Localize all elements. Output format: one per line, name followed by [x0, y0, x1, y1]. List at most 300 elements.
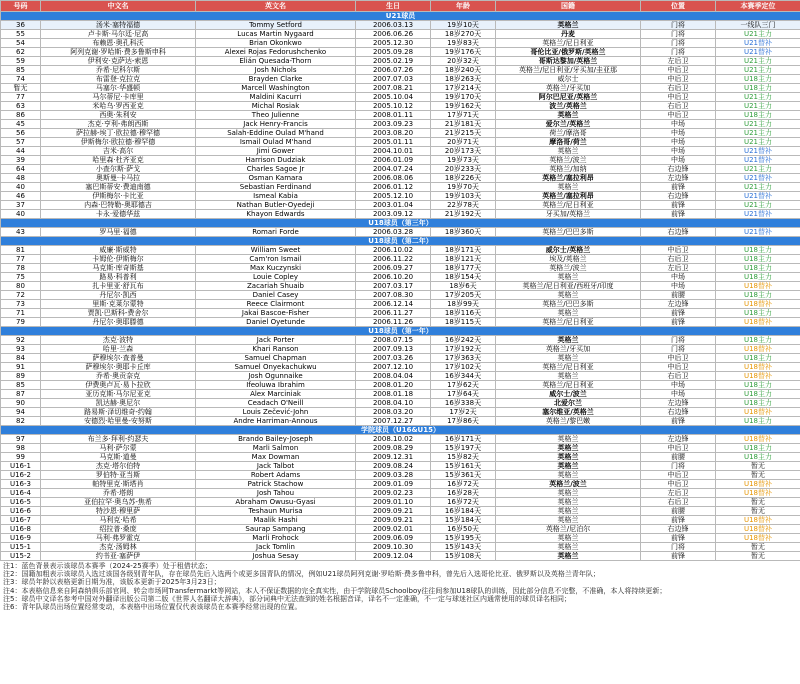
- player-position: 中后卫: [641, 93, 716, 102]
- player-age: 18岁226天: [431, 174, 496, 183]
- player-season-role: 暂无: [716, 462, 800, 471]
- player-season-role: U21主力: [716, 165, 800, 174]
- player-season-role: U18主力: [716, 444, 800, 453]
- table-row: [1, 552, 800, 561]
- player-nationality: 英格兰/尼日利亚: [496, 318, 641, 327]
- player-birthday: 2005.10.12: [356, 102, 431, 111]
- table-row: [1, 165, 800, 174]
- player-english-name: Nathan Butler-Oyedeji: [196, 201, 356, 210]
- player-position: 前锋: [641, 552, 716, 561]
- player-english-name: Brando Bailey-Joseph: [196, 435, 356, 444]
- player-position: 右边锋: [641, 165, 716, 174]
- player-number: U16-2: [1, 471, 41, 480]
- player-english-name: Saurap Sampang: [196, 525, 356, 534]
- player-position: 中场: [641, 282, 716, 291]
- player-season-role: U21主力: [716, 201, 800, 210]
- player-chinese-name: 米哈乌·罗西亚克: [41, 102, 196, 111]
- player-number: 94: [1, 408, 41, 417]
- player-chinese-name: 里斯·克莱尔蒙特: [41, 300, 196, 309]
- player-position: 门将: [641, 21, 716, 30]
- player-birthday: 2007.03.26: [356, 354, 431, 363]
- player-birthday: 2005.12.30: [356, 39, 431, 48]
- table-row: [1, 48, 800, 57]
- player-birthday: 2009.09.21: [356, 507, 431, 516]
- player-english-name: Marcell Washington: [196, 84, 356, 93]
- table-row: [1, 111, 800, 120]
- player-english-name: Brayden Clarke: [196, 75, 356, 84]
- player-birthday: 2008.01.20: [356, 381, 431, 390]
- player-nationality: 英格兰: [496, 336, 641, 345]
- footnote-line: 注3：球员年龄以表格更新日期为准，该版本更新于2025年3月23日；: [3, 578, 221, 587]
- player-season-role: U18主力: [716, 255, 800, 264]
- player-birthday: 2006.07.26: [356, 66, 431, 75]
- player-birthday: 2006.06.26: [356, 30, 431, 39]
- player-age: 15岁184天: [431, 516, 496, 525]
- player-english-name: Jakai Bascoe-Fisher: [196, 309, 356, 318]
- player-birthday: 2006.12.14: [356, 300, 431, 309]
- player-number: 73: [1, 300, 41, 309]
- section-title: U18球员（第二年）: [1, 237, 800, 246]
- player-nationality: 英格兰/尼日利亚: [496, 363, 641, 372]
- player-nationality: 英格兰: [496, 21, 641, 30]
- player-season-role: U21主力: [716, 183, 800, 192]
- player-birthday: 2007.12.27: [356, 417, 431, 426]
- player-number: 80: [1, 282, 41, 291]
- player-age: 19岁176天: [431, 48, 496, 57]
- player-nationality: 塞尔维亚/英格兰: [496, 408, 641, 417]
- player-birthday: 2007.08.21: [356, 84, 431, 93]
- player-chinese-name: 路易·科普利: [41, 273, 196, 282]
- player-position: 前腰: [641, 291, 716, 300]
- player-birthday: 2009.10.30: [356, 543, 431, 552]
- player-age: 17岁86天: [431, 417, 496, 426]
- player-number: 56: [1, 129, 41, 138]
- player-english-name: Josh Tahou: [196, 489, 356, 498]
- player-birthday: 2009.06.09: [356, 534, 431, 543]
- player-english-name: William Sweet: [196, 246, 356, 255]
- player-season-role: U18替补: [716, 435, 800, 444]
- player-position: 右后卫: [641, 84, 716, 93]
- player-age: 18岁240天: [431, 66, 496, 75]
- player-season-role: U18主力: [716, 390, 800, 399]
- footnote-line: 注4：本表格信息来自阿森纳俱乐部官网、转会市场网Transfermarkt等网站，本人不保证数据的完全真实性，由于学院球员Schoolboy往往间参加U18球队的训练，因此部分信息不完整，不准确，本人将持续更新；: [3, 586, 667, 595]
- player-number: 84: [1, 354, 41, 363]
- table-row: [1, 453, 800, 462]
- player-birthday: 2006.01.12: [356, 183, 431, 192]
- table-row: [1, 264, 800, 273]
- player-position: 右边锋: [641, 192, 716, 201]
- player-nationality: 英格兰/尼日利亚: [496, 381, 641, 390]
- player-nationality: 英格兰/尼日利亚/牙买加/圭亚那: [496, 66, 641, 75]
- player-number: 98: [1, 444, 41, 453]
- player-chinese-name: 罗伯特·亚当斯: [41, 471, 196, 480]
- player-age: 17岁62天: [431, 381, 496, 390]
- player-birthday: 2008.07.15: [356, 336, 431, 345]
- player-english-name: Romari Forde: [196, 228, 356, 237]
- player-number: 91: [1, 363, 41, 372]
- table-row: [1, 156, 800, 165]
- player-nationality: 英格兰: [496, 534, 641, 543]
- player-english-name: Ismeal Kabia: [196, 192, 356, 201]
- player-nationality: 英格兰/加纳: [496, 165, 641, 174]
- player-age: 17岁102天: [431, 363, 496, 372]
- player-birthday: 2006.11.22: [356, 255, 431, 264]
- player-age: 18岁116天: [431, 309, 496, 318]
- player-birthday: 2006.10.02: [356, 246, 431, 255]
- player-number: 99: [1, 453, 41, 462]
- player-season-role: U21替补: [716, 156, 800, 165]
- player-nationality: 英格兰: [496, 498, 641, 507]
- table-row: [1, 201, 800, 210]
- player-birthday: 2009.02.01: [356, 525, 431, 534]
- player-number: 40: [1, 183, 41, 192]
- player-nationality: 英格兰: [496, 489, 641, 498]
- player-chinese-name: 亚历克斯·马尔尼亚克: [41, 390, 196, 399]
- table-row: [1, 498, 800, 507]
- player-season-role: U21替补: [716, 192, 800, 201]
- player-number: U16-5: [1, 498, 41, 507]
- player-number: 37: [1, 201, 41, 210]
- player-chinese-name: 马利·弗罗霍克: [41, 534, 196, 543]
- player-season-role: U18主力: [716, 273, 800, 282]
- player-birthday: 2006.09.27: [356, 264, 431, 273]
- player-english-name: Daniel Casey: [196, 291, 356, 300]
- player-english-name: Max Dowman: [196, 453, 356, 462]
- player-birthday: 2008.04.10: [356, 399, 431, 408]
- player-nationality: 阿尔巴尼亚/英格兰: [496, 93, 641, 102]
- player-season-role: U18替补: [716, 516, 800, 525]
- player-number: 81: [1, 246, 41, 255]
- player-chinese-name: 马利·萨尔蒙: [41, 444, 196, 453]
- player-position: 中后卫: [641, 444, 716, 453]
- player-season-role: U21主力: [716, 30, 800, 39]
- player-birthday: 2009.03.28: [356, 471, 431, 480]
- player-season-role: 暂无: [716, 507, 800, 516]
- player-chinese-name: 扎卡里亚·舒瓦布: [41, 282, 196, 291]
- player-nationality: 英格兰/尼日利亚: [496, 39, 641, 48]
- player-number: 62: [1, 48, 41, 57]
- player-number: U16-4: [1, 489, 41, 498]
- table-row: [1, 309, 800, 318]
- header-season-role: 本赛季定位: [716, 1, 800, 12]
- player-age: 19岁70天: [431, 183, 496, 192]
- footnotes: [0, 561, 800, 611]
- player-nationality: 英格兰: [496, 309, 641, 318]
- player-chinese-name: 凯达赫·奥尼尔: [41, 399, 196, 408]
- table-row: [1, 471, 800, 480]
- player-season-role: U21主力: [716, 102, 800, 111]
- player-age: 17岁192天: [431, 345, 496, 354]
- player-nationality: 威尔士: [496, 75, 641, 84]
- player-chinese-name: 小查尔斯·萨戈: [41, 165, 196, 174]
- player-position: 前锋: [641, 417, 716, 426]
- player-english-name: Lucas Martin Nygaard: [196, 30, 356, 39]
- player-english-name: Jimi Gower: [196, 147, 356, 156]
- player-season-role: U18主力: [716, 84, 800, 93]
- player-age: 16岁72天: [431, 480, 496, 489]
- player-birthday: 2008.04.04: [356, 372, 431, 381]
- player-position: 中后卫: [641, 471, 716, 480]
- player-nationality: 丹麦: [496, 30, 641, 39]
- player-season-role: U18替补: [716, 489, 800, 498]
- player-number: 45: [1, 120, 41, 129]
- player-english-name: Ismail Oulad M'hand: [196, 138, 356, 147]
- player-position: 前锋: [641, 318, 716, 327]
- player-birthday: 2009.01.10: [356, 498, 431, 507]
- player-nationality: 威尔士/波兰: [496, 390, 641, 399]
- player-position: 左后卫: [641, 264, 716, 273]
- player-age: 15岁197天: [431, 444, 496, 453]
- player-position: 右边锋: [641, 228, 716, 237]
- player-number: 39: [1, 156, 41, 165]
- player-number: 46: [1, 192, 41, 201]
- table-row: [1, 444, 800, 453]
- player-birthday: 2003.08.20: [356, 129, 431, 138]
- player-season-role: 一线队三门: [716, 21, 800, 30]
- player-season-role: U18主力: [716, 75, 800, 84]
- player-season-role: U21替补: [716, 228, 800, 237]
- header-number: 号码: [1, 1, 41, 12]
- table-row: [1, 516, 800, 525]
- table-row: [1, 291, 800, 300]
- player-number: 57: [1, 138, 41, 147]
- table-row: [1, 273, 800, 282]
- player-nationality: 英格兰: [496, 354, 641, 363]
- player-english-name: Abraham Owusu-Gyasi: [196, 498, 356, 507]
- table-row: [1, 246, 800, 255]
- player-birthday: 2006.08.06: [356, 174, 431, 183]
- player-position: 门将: [641, 543, 716, 552]
- player-english-name: Robert Adams: [196, 471, 356, 480]
- player-age: 21岁181天: [431, 120, 496, 129]
- player-position: 中后卫: [641, 363, 716, 372]
- player-english-name: Reece Clairmont: [196, 300, 356, 309]
- header-age: 年龄: [431, 1, 496, 12]
- player-birthday: 2009.08.29: [356, 444, 431, 453]
- player-position: 中场: [641, 120, 716, 129]
- table-row: [1, 318, 800, 327]
- player-chinese-name: 马利克·哈希: [41, 516, 196, 525]
- table-row: [1, 138, 800, 147]
- table-row: [1, 408, 800, 417]
- player-season-role: U18替补: [716, 372, 800, 381]
- player-number: 59: [1, 57, 41, 66]
- player-chinese-name: 马克斯·道曼: [41, 453, 196, 462]
- player-birthday: 2006.03.28: [356, 228, 431, 237]
- table-row: [1, 336, 800, 345]
- player-chinese-name: 卢卡斯·马尔廷·尼高: [41, 30, 196, 39]
- player-season-role: U21主力: [716, 138, 800, 147]
- player-season-role: U18主力: [716, 291, 800, 300]
- player-birthday: 2006.03.13: [356, 21, 431, 30]
- player-number: 85: [1, 381, 41, 390]
- player-age: 16岁28天: [431, 489, 496, 498]
- player-chinese-name: 杰克·波特: [41, 336, 196, 345]
- player-age: 15岁361天: [431, 471, 496, 480]
- player-age: 16岁50天: [431, 525, 496, 534]
- footnote-line: 注6：青年队球员出场位置经常变动，本表格中出场位置仅代表该球员在本赛季经常出现的位置。: [3, 603, 302, 612]
- player-english-name: Josh Nichols: [196, 66, 356, 75]
- player-nationality: 英格兰: [496, 471, 641, 480]
- player-birthday: 2006.10.20: [356, 273, 431, 282]
- player-age: 15岁195天: [431, 534, 496, 543]
- player-season-role: 暂无: [716, 543, 800, 552]
- player-english-name: Khayon Edwards: [196, 210, 356, 219]
- player-position: 中场: [641, 129, 716, 138]
- player-english-name: Cam'ron Ismail: [196, 255, 356, 264]
- player-chinese-name: 杰克·亨利-弗朗西斯: [41, 120, 196, 129]
- player-age: 15岁108天: [431, 552, 496, 561]
- player-age: 20岁32天: [431, 57, 496, 66]
- section-title: U21球员: [1, 12, 800, 21]
- player-chinese-name: 汤米·塞特福德: [41, 21, 196, 30]
- player-birthday: 2005.01.11: [356, 138, 431, 147]
- player-number: U16-1: [1, 462, 41, 471]
- section-title: U18球员（第一年）: [1, 327, 800, 336]
- section-header-row: [1, 12, 800, 21]
- player-season-role: U21替补: [716, 147, 800, 156]
- player-chinese-name: 马塞尔·华盛顿: [41, 84, 196, 93]
- player-age: 17岁363天: [431, 354, 496, 363]
- player-english-name: Louie Copley: [196, 273, 356, 282]
- player-birthday: 2003.01.04: [356, 201, 431, 210]
- player-position: 右边锋: [641, 408, 716, 417]
- table-row: [1, 102, 800, 111]
- player-nationality: 英格兰/尼泊尔: [496, 525, 641, 534]
- player-position: 中场: [641, 147, 716, 156]
- player-position: 门将: [641, 39, 716, 48]
- table-row: [1, 93, 800, 102]
- player-season-role: 暂无: [716, 498, 800, 507]
- player-age: 18岁177天: [431, 264, 496, 273]
- player-position: 左后卫: [641, 57, 716, 66]
- player-nationality: 英格兰: [496, 372, 641, 381]
- player-nationality: 英格兰/黎巴嫩: [496, 417, 641, 426]
- player-age: 21岁192天: [431, 210, 496, 219]
- player-age: 21岁215天: [431, 129, 496, 138]
- player-age: 16岁72天: [431, 498, 496, 507]
- player-english-name: Osman Kamara: [196, 174, 356, 183]
- player-chinese-name: 杰克·塔尔伯特: [41, 462, 196, 471]
- player-age: 18岁121天: [431, 255, 496, 264]
- player-number: U16-6: [1, 507, 41, 516]
- player-nationality: 英格兰: [496, 183, 641, 192]
- player-chinese-name: 卡姆伦·伊斯梅尔: [41, 255, 196, 264]
- player-birthday: 2007.09.13: [356, 345, 431, 354]
- player-nationality: 英格兰/塞拉利昂: [496, 174, 641, 183]
- player-season-role: U18主力: [716, 354, 800, 363]
- table-row: [1, 30, 800, 39]
- player-english-name: Andre Harriman-Annous: [196, 417, 356, 426]
- player-birthday: 2007.03.17: [356, 282, 431, 291]
- player-birthday: 2007.08.30: [356, 291, 431, 300]
- player-birthday: 2003.09.12: [356, 210, 431, 219]
- player-chinese-name: 伊斯梅尔·欧拉德·穆罕德: [41, 138, 196, 147]
- player-nationality: 英格兰: [496, 291, 641, 300]
- player-age: 16岁242天: [431, 336, 496, 345]
- header-position: 位置: [641, 1, 716, 12]
- footnote-line: 注5：球员中文译名参考中国对外翻译出版公司第二版《世界人名翻译大辞典》，部分词典中无法查到的姓名根据音译，译名不一定准确，不一定与球迷社区内通常使用的球员译名相同；: [3, 594, 571, 603]
- player-english-name: Joshua Sesay: [196, 552, 356, 561]
- player-season-role: U21主力: [716, 129, 800, 138]
- section-title: U18球员（第三年）: [1, 219, 800, 228]
- player-nationality: 英格兰: [496, 462, 641, 471]
- player-nationality: 英格兰/波兰: [496, 156, 641, 165]
- player-english-name: Charles Sagoe Jr: [196, 165, 356, 174]
- player-season-role: U21主力: [716, 57, 800, 66]
- player-english-name: Teshaun Murisa: [196, 507, 356, 516]
- player-nationality: 埃及/英格兰: [496, 255, 641, 264]
- player-age: 19岁162天: [431, 102, 496, 111]
- player-season-role: U18主力: [716, 309, 800, 318]
- player-season-role: U18替补: [716, 534, 800, 543]
- player-chinese-name: 伊利安·克萨达-索恩: [41, 57, 196, 66]
- player-age: 15岁82天: [431, 453, 496, 462]
- player-birthday: 2009.12.31: [356, 453, 431, 462]
- player-position: 右边锋: [641, 525, 716, 534]
- player-number: 64: [1, 165, 41, 174]
- player-number: 75: [1, 273, 41, 282]
- player-nationality: 英格兰/尼日利亚: [496, 201, 641, 210]
- player-season-role: U18主力: [716, 453, 800, 462]
- player-position: 前锋: [641, 516, 716, 525]
- player-nationality: 哥斯达黎加/英格兰: [496, 57, 641, 66]
- player-nationality: 英格兰: [496, 453, 641, 462]
- player-chinese-name: 丹尼尔·奥耶滕德: [41, 318, 196, 327]
- header-birthday: 生日: [356, 1, 431, 12]
- player-number: U15-2: [1, 552, 41, 561]
- player-age: 19岁10天: [431, 21, 496, 30]
- player-age: 18岁263天: [431, 75, 496, 84]
- player-chinese-name: 阿列克谢·罗哈斯·费多鲁斯申科: [41, 48, 196, 57]
- table-row: [1, 489, 800, 498]
- player-season-role: 暂无: [716, 552, 800, 561]
- player-season-role: U21替补: [716, 39, 800, 48]
- player-chinese-name: 绍拉普·桑庞: [41, 525, 196, 534]
- player-number: 89: [1, 372, 41, 381]
- player-position: 门将: [641, 48, 716, 57]
- player-number: 87: [1, 390, 41, 399]
- player-english-name: Marli Salmon: [196, 444, 356, 453]
- player-birthday: 2005.02.19: [356, 57, 431, 66]
- player-nationality: 英格兰/牙买加: [496, 345, 641, 354]
- table-row: [1, 381, 800, 390]
- player-birthday: 2008.01.11: [356, 111, 431, 120]
- player-position: 右后卫: [641, 102, 716, 111]
- player-age: 15岁143天: [431, 543, 496, 552]
- player-position: 门将: [641, 462, 716, 471]
- player-english-name: Michal Rosiak: [196, 102, 356, 111]
- player-number: 暂无: [1, 84, 41, 93]
- player-chinese-name: 西奥·朱利安: [41, 111, 196, 120]
- player-birthday: 2005.09.28: [356, 48, 431, 57]
- player-number: U15-1: [1, 543, 41, 552]
- player-chinese-name: 萨穆埃尔·查普曼: [41, 354, 196, 363]
- player-nationality: 波兰/英格兰: [496, 102, 641, 111]
- player-nationality: 英格兰: [496, 543, 641, 552]
- player-age: 17岁205天: [431, 291, 496, 300]
- player-chinese-name: 贾凯·巴斯科-费舍尔: [41, 309, 196, 318]
- footnote-line: 注1：蓝色背景表示该球员本赛季（2024-25赛季）处于租借状态；: [3, 562, 212, 570]
- table-row: [1, 192, 800, 201]
- player-season-role: U18主力: [716, 264, 800, 273]
- player-chinese-name: 马克斯·库奇斯基: [41, 264, 196, 273]
- player-age: 17岁71天: [431, 111, 496, 120]
- player-birthday: 2009.09.21: [356, 516, 431, 525]
- player-age: 19岁103天: [431, 192, 496, 201]
- table-row: [1, 534, 800, 543]
- player-age: 18岁360天: [431, 228, 496, 237]
